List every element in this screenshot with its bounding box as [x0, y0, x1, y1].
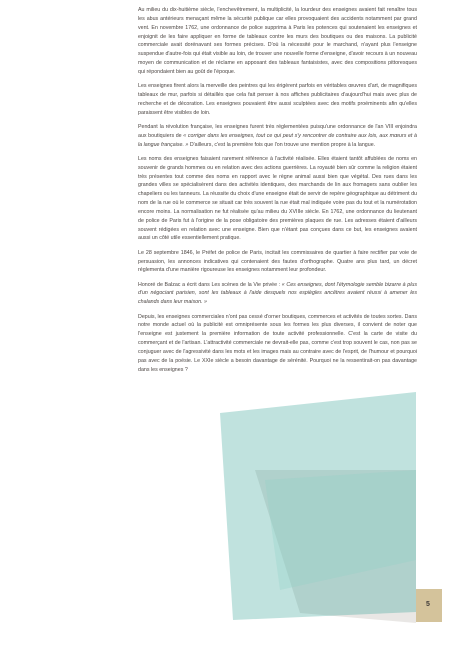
paragraph-3	[138, 123, 417, 150]
paragraph-1: Au milieu du dix-huitième siècle, l'enchevêtrement, la multiplicité, la lourdeur des enseignes avaient fait renaître tous les abus antérieurs menaçant même la sécurité publique car elles provoquaient des accidents notamment par grand vent. En novembre 1762, une ordonnance de police supprima à Paris les potences qui soutenaient les enseignes et enjoignit de les faire appliquer en forme de tableaux contre les murs des boutiques ou des maisons. La publicité commerciale avait dorénavant ses formes précises. D'où la nécessité pour le marchand, n'ayant plus l'enseigne suspendue d'autre-fois qui était visible au loin, de trouver une nouvelle forme d'enseigne, d'avoir recours à un nouveau moyen de communication et de réclame en apposant des tableaux fantaisistes, avec des compositions pittoresques qui répondaient bien au goût de l'époque.	[138, 7, 417, 75]
paragraph-6-text: Honoré de Balzac a écrit dans Les scènes de la Vie privée :	[138, 281, 282, 288]
paragraph-3-continuation: D'ailleurs, c'est la première fois que l'on trouve une mention propre à la langue.	[188, 141, 376, 148]
paragraph-6	[138, 281, 417, 308]
balzac-quote: « Ces enseignes, dont l'étymologie semble bizarre à plus d'un négociant parisien, sont les tableaux à l'aide desquels nos espiègles ancêtres avaient réussi à amener les chalands dans leur maison. »	[138, 281, 417, 306]
paragraph-5: Le 28 septembre 1846, le Préfet de police de Paris, incitait les commissaires de quartier à faire rectifier par voie de persuasion, les annonces indicatives qui contenaient des fautes d'orthographe. Quatre ans plus tard, un décret réglementa d'une manière rigoureuse les enseignes notamment leur profondeur.	[138, 249, 417, 274]
article-body	[138, 6, 417, 380]
ordinance-quote: « corriger dans les enseignes, tout ce qui peut s'y rencontrer de contraire aux lois, aux mœurs et à la langue française. »	[138, 132, 417, 148]
page-number: 5	[426, 601, 430, 608]
paragraph-2: Les enseignes firent alors la merveille des peintres qui les érigèrent parfois en véritables œuvres d'art, de magnifiques tableaux de mur, parfois si détaillés que cela fait penser à nos affiches publicitaires d'aujourd'hui mais avec plus de recherche et de décoration. Les enseignes pouvaient être aussi sculptées avec des motifs proéminents afin qu'elles paraissent être visibles de loin.	[138, 83, 417, 116]
paragraph-3-text: Pendant la révolution française, les enseignes furent très réglementées puisqu'une ordonnance de l'an VIII enjoindra aux boutiquiers de	[138, 123, 417, 139]
paragraph-4: Les noms des enseignes faisaient rarement référence à l'activité réalisée. Elles étaient tantôt affublées de noms en souvenir de grands hommes ou en relation avec des actions guerrières. La royauté bien sûr comme la religion étaient très présentes tout comme des noms en rapport avec le règne animal aussi bien que végétal. Des rues dans les grandes villes se spécialisèrent dans des activités identiques, des marchands de lin aux fromagers sans oublier les chapeliers ou les tanneurs. La réussite du choix d'une enseigne était de servir de repère géographique au détriment du nom de la rue où le commerce se situait car très souvent la rue était mal indiquée voire pas du tout et la numérotation encore moins. La normalisation ne fut réalisée qu'au milieu du XVIIIe siècle. En 1762, une ordonnance du lieutenant de police de Paris fut à l'origine de la pose obligatoire des premières plaques de rue. Les adresses étaient d'ailleurs souvent rédigées en relation avec une enseigne. Bien que n'étant pas conçues dans ce but, les enseignes avaient aussi un côté utile essentiellement pratique.	[138, 155, 417, 242]
paragraph-7: Depuis, les enseignes commerciales n'ont pas cessé d'orner boutiques, commerces et activités de toutes sortes. Dans notre monde actuel où la publicité est omniprésente sous les formes les plus diverses, il convient de noter que l'enseigne est justement la première information de toute activité professionnelle. C'est la carte de visite du commerçant et de l'artisan. L'attractivité commerciale ne devrait-elle pas, comme c'est trop souvent le cas, non pas se conjuguer avec de l'agressivité dans les mots et les images mais au contraire avec de l'esprit, de l'humour et pourquoi pas avec de la poésie. Le XXIe siècle a besoin davantage de sérénité. Pourquoi ne la ressentirait-on pas davantage dans les enseignes ?	[138, 313, 417, 373]
